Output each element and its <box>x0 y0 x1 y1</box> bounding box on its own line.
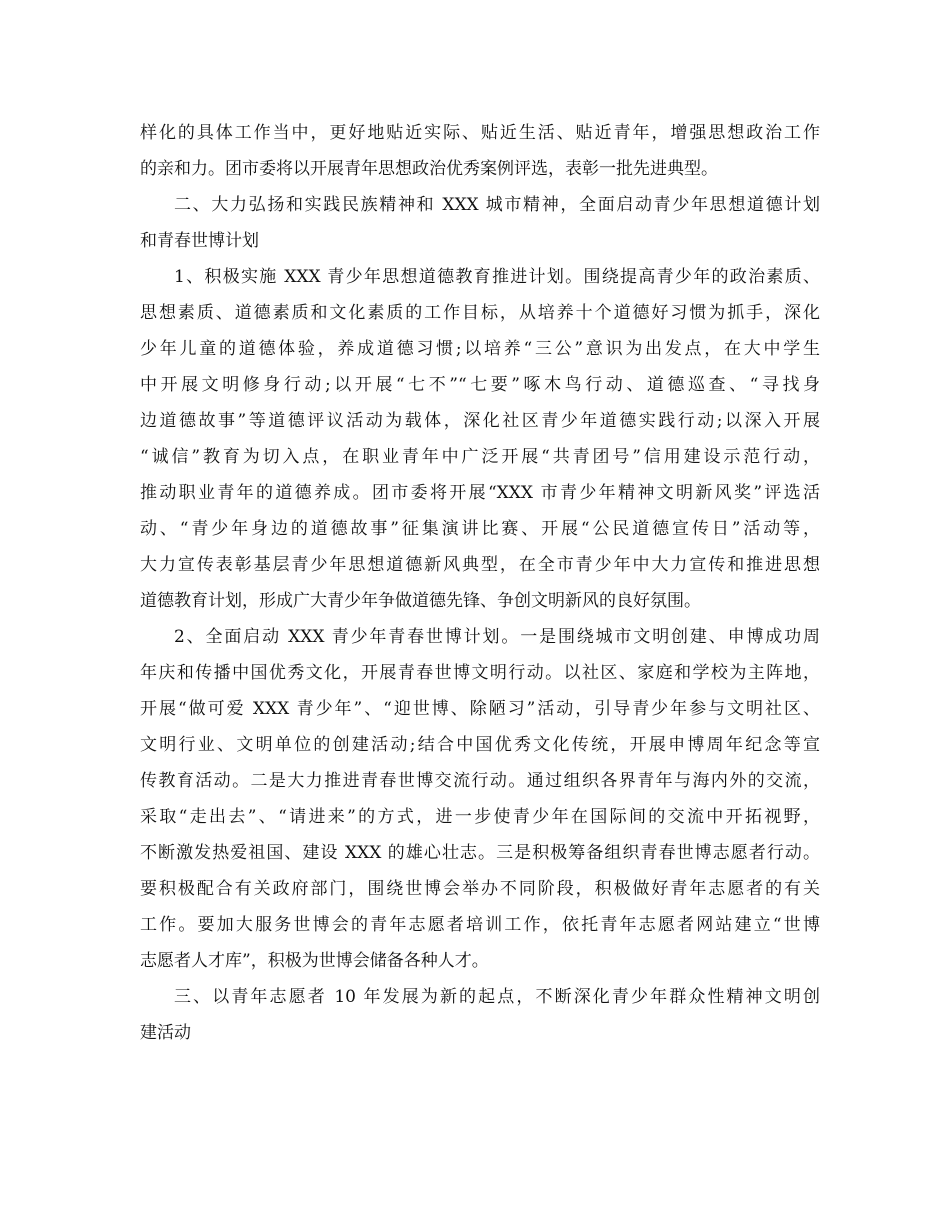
text-line: 动、“青少年身边的道德故事”征集演讲比赛、开展“公民道德宣传日”活动等， <box>140 519 820 539</box>
text-line: “诚信”教育为切入点，在职业青年中广泛开展“共青团号”信用建设示范行动， <box>140 447 820 467</box>
paragraph-moral-education-plan <box>140 259 820 619</box>
paragraph-continuation <box>140 115 820 187</box>
text-line: 要积极配合有关政府部门，围绕世博会举办不同阶段，积极做好青年志愿者的有关 <box>140 879 820 899</box>
paragraph-expo-plan <box>140 619 820 979</box>
text-line: 建活动 <box>140 1023 191 1043</box>
document-body <box>140 115 820 1051</box>
text-line: 推动职业青年的道德养成。团市委将开展“XXX 市青少年精神文明新风奖”评选活 <box>140 483 820 503</box>
section-heading-3 <box>140 979 820 1051</box>
text-line: 工作。要加大服务世博会的青年志愿者培训工作，依托青年志愿者网站建立“世博 <box>140 915 820 935</box>
text-line: 样化的具体工作当中，更好地贴近实际、贴近生活、贴近青年，增强思想政治工作 <box>140 123 820 143</box>
text-line: 中开展文明修身行动;以开展“七不”“七要”啄木鸟行动、道德巡查、“寻找身 <box>140 375 820 395</box>
text-line: 采取“走出去”、“请进来”的方式，进一步使青少年在国际间的交流中开拓视野， <box>140 807 820 827</box>
text-line: 边道德故事”等道德评议活动为载体，深化社区青少年道德实践行动;以深入开展 <box>140 411 820 431</box>
text-line: 2、全面启动 XXX 青少年青春世博计划。一是围绕城市文明创建、申博成功周 <box>174 627 820 647</box>
text-line: 开展“做可爱 XXX 青少年”、“迎世博、除陋习”活动，引导青少年参与文明社区、 <box>140 699 820 719</box>
text-line: 道德教育计划，形成广大青少年争做道德先锋、争创文明新风的良好氛围。 <box>140 591 701 611</box>
text-line: 和青春世博计划 <box>140 231 259 251</box>
text-line: 文明行业、文明单位的创建活动;结合中国优秀文化传统，开展申博周年纪念等宣 <box>140 735 820 755</box>
text-line: 志愿者人才库”，积极为世博会储备各种人才。 <box>140 951 489 971</box>
text-line: 二、大力弘扬和实践民族精神和 XXX 城市精神，全面启动青少年思想道德计划 <box>174 195 820 215</box>
text-line: 三、以青年志愿者 10 年发展为新的起点，不断深化青少年群众性精神文明创 <box>174 987 820 1007</box>
text-line: 不断激发热爱祖国、建设 XXX 的雄心壮志。三是积极筹备组织青春世博志愿者行动。 <box>140 843 820 863</box>
section-heading-2 <box>140 187 820 259</box>
text-line: 思想素质、道德素质和文化素质的工作目标，从培养十个道德好习惯为抓手，深化 <box>140 303 820 323</box>
text-line: 少年儿童的道德体验，养成道德习惯;以培养“三公”意识为出发点，在大中学生 <box>140 339 820 359</box>
text-line: 1、积极实施 XXX 青少年思想道德教育推进计划。围绕提高青少年的政治素质、 <box>174 267 820 287</box>
text-line: 大力宣传表彰基层青少年思想道德新风典型，在全市青少年中大力宣传和推进思想 <box>140 555 820 575</box>
text-line: 年庆和传播中国优秀文化，开展青春世博文明行动。以社区、家庭和学校为主阵地， <box>140 663 820 683</box>
text-line: 的亲和力。团市委将以开展青年思想政治优秀案例评选，表彰一批先进典型。 <box>140 159 718 179</box>
text-line: 传教育活动。二是大力推进青春世博交流行动。通过组织各界青年与海内外的交流， <box>140 771 820 791</box>
